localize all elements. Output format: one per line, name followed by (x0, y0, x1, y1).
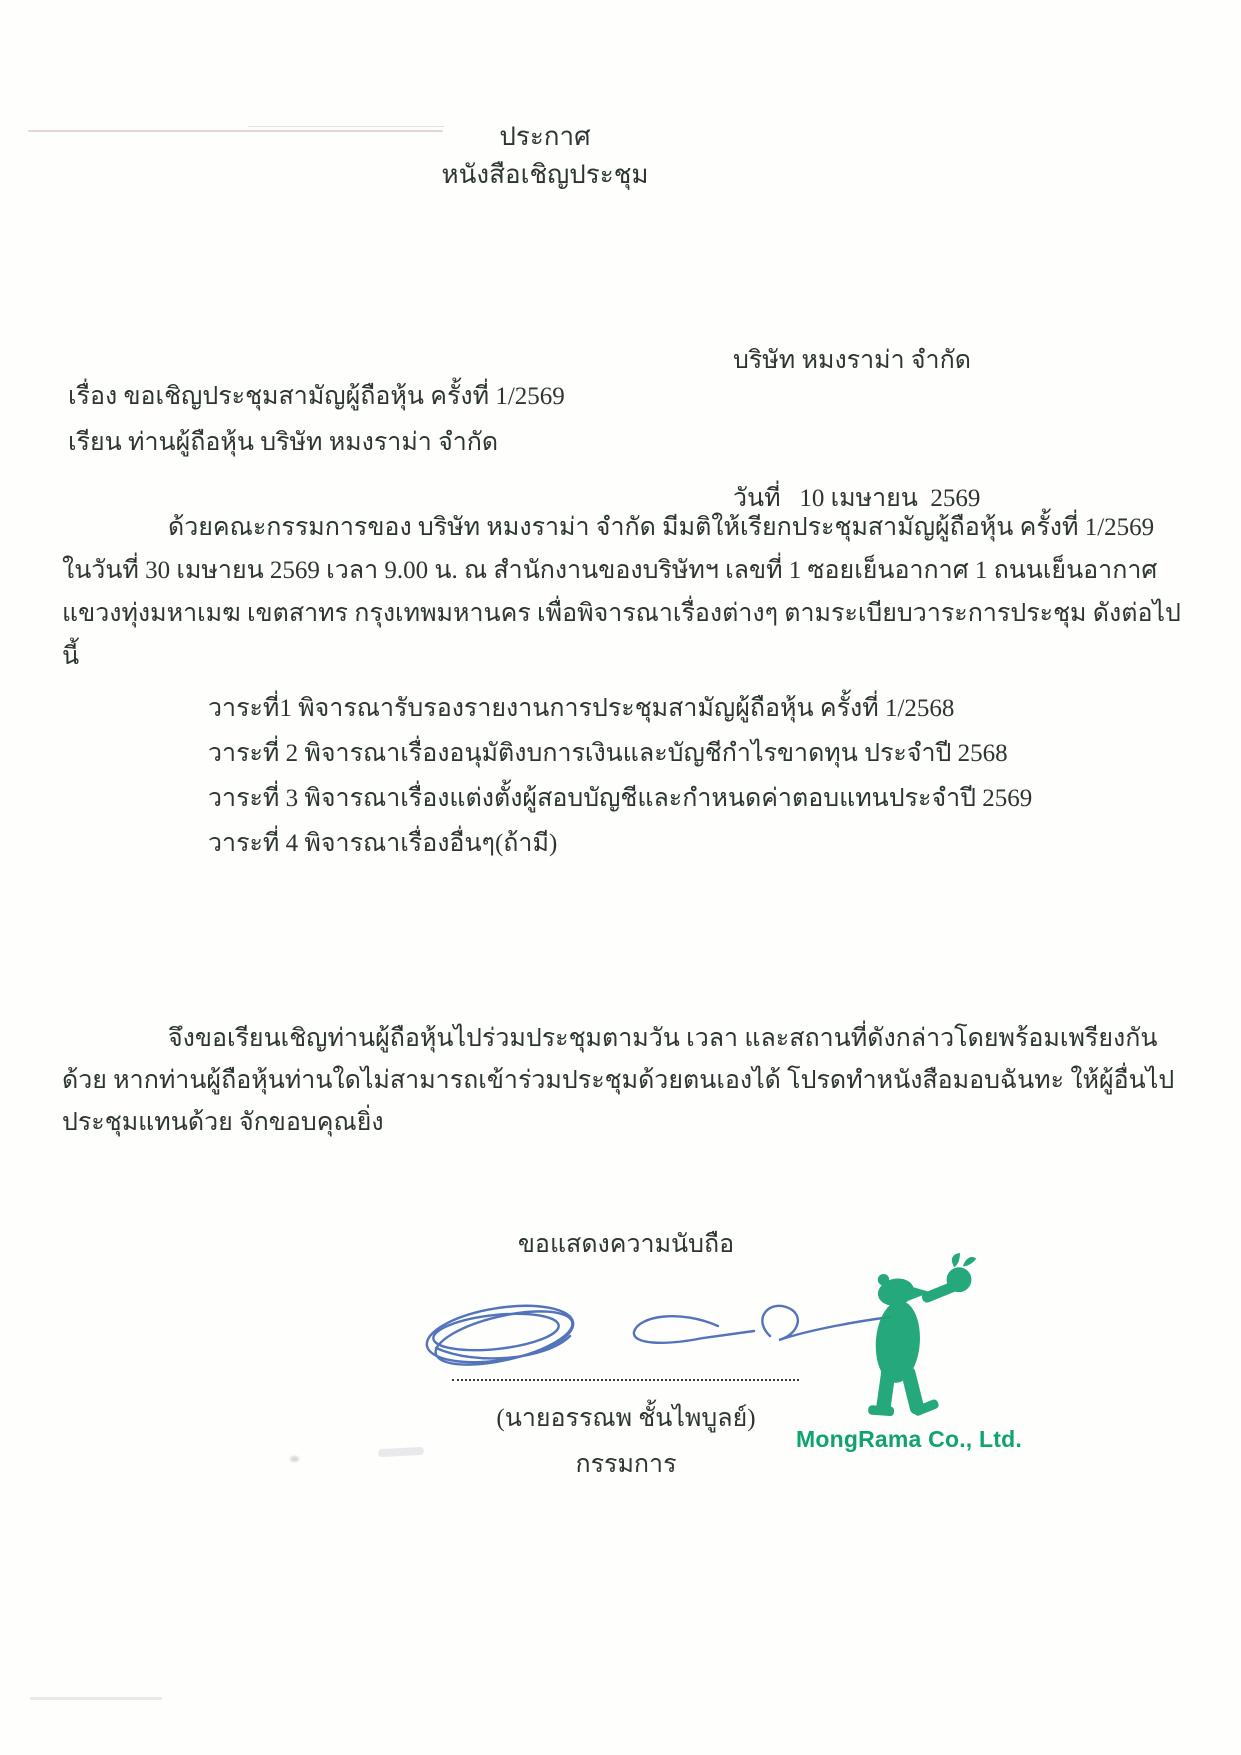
agenda-item: วาระที่1 พิจารณารับรองรายงานการประชุมสามัญผู้ถือหุ้น ครั้งที่ 1/2568 (208, 695, 955, 722)
scan-artifact-line (30, 1697, 162, 1700)
agenda-item: วาระที่ 2 พิจารณาเรื่องอนุมัติงบการเงินและบัญชีกำไรขาดทุน ประจำปี 2568 (208, 740, 1008, 767)
agenda-item: วาระที่ 3 พิจารณาเรื่องแต่งตั้งผู้สอบบัญชีและกำหนดค่าตอบแทนประจำปี 2569 (208, 785, 1033, 812)
subject-line: เรื่อง ขอเชิญประชุมสามัญผู้ถือหุ้น ครั้งที่ 1/2569 (68, 383, 565, 410)
bear-apple-stamp-icon (856, 1252, 998, 1424)
agenda-list (208, 686, 1032, 866)
signature-dotted-line (452, 1371, 799, 1381)
document-date: วันที่ 10 เมษายน 2569 (733, 485, 981, 512)
company-name: บริษัท หมงราม่า จำกัด (733, 347, 971, 374)
salutation-line: เรียน ท่านผู้ถือหุ้น บริษัท หมงราม่า จำกัด (68, 429, 499, 456)
subject-block (68, 374, 565, 466)
signoff-text: ขอแสดงความนับถือ (517, 1231, 735, 1258)
stamp-company-text: MongRama Co., Ltd. (796, 1426, 1022, 1452)
scan-artifact-speck (290, 1456, 299, 1462)
signature-ink (418, 1288, 898, 1378)
body-paragraph: ด้วยคณะกรรมการของ บริษัท หมงราม่า จำกัด มีมติให้เรียกประชุมสามัญผู้ถือหุ้น ครั้งที่ 1/2569 ในวันที่ 30 เมษายน 2569 เวลา 9.00 น. ณ สำนักงานของบริษัทฯ เลขที่ 1 ซอยเย็นอากาศ 1 ถนนเย็นอากาศ แขวงทุ่งมหาเมฆ เขตสาทร กรุงเทพมหานคร เพื่อพิจารณาเรื่องต่างๆ ตามระเบียบวาระการประชุม ดังต่อไปนี้ (62, 514, 1181, 670)
signer-title: กรรมการ (575, 1451, 677, 1478)
document-title: ประกาศ (499, 122, 591, 151)
agenda-item: วาระที่ 4 พิจารณาเรื่องอื่นๆ(ถ้ามี) (208, 830, 558, 857)
closing-paragraph: จึงขอเรียนเชิญท่านผู้ถือหุ้นไปร่วมประชุมตามวัน เวลา และสถานที่ดังกล่าวโดยพร้อมเพรียงกันด้วย หากท่านผู้ถือหุ้นท่านใดไม่สามารถเข้าร่วมประชุมด้วยตนเองได้ โปรดทำหนังสือมอบฉันทะ ให้ผู้อื่นไปประชุมแทนด้วย จักขอบคุณยิ่ง (62, 1025, 1175, 1136)
document-subtitle: หนังสือเชิญประชุม (441, 160, 649, 189)
document-heading (55, 118, 1035, 194)
signer-name: (นายอรรณพ ชั้นไพบูลย์) (496, 1405, 756, 1432)
